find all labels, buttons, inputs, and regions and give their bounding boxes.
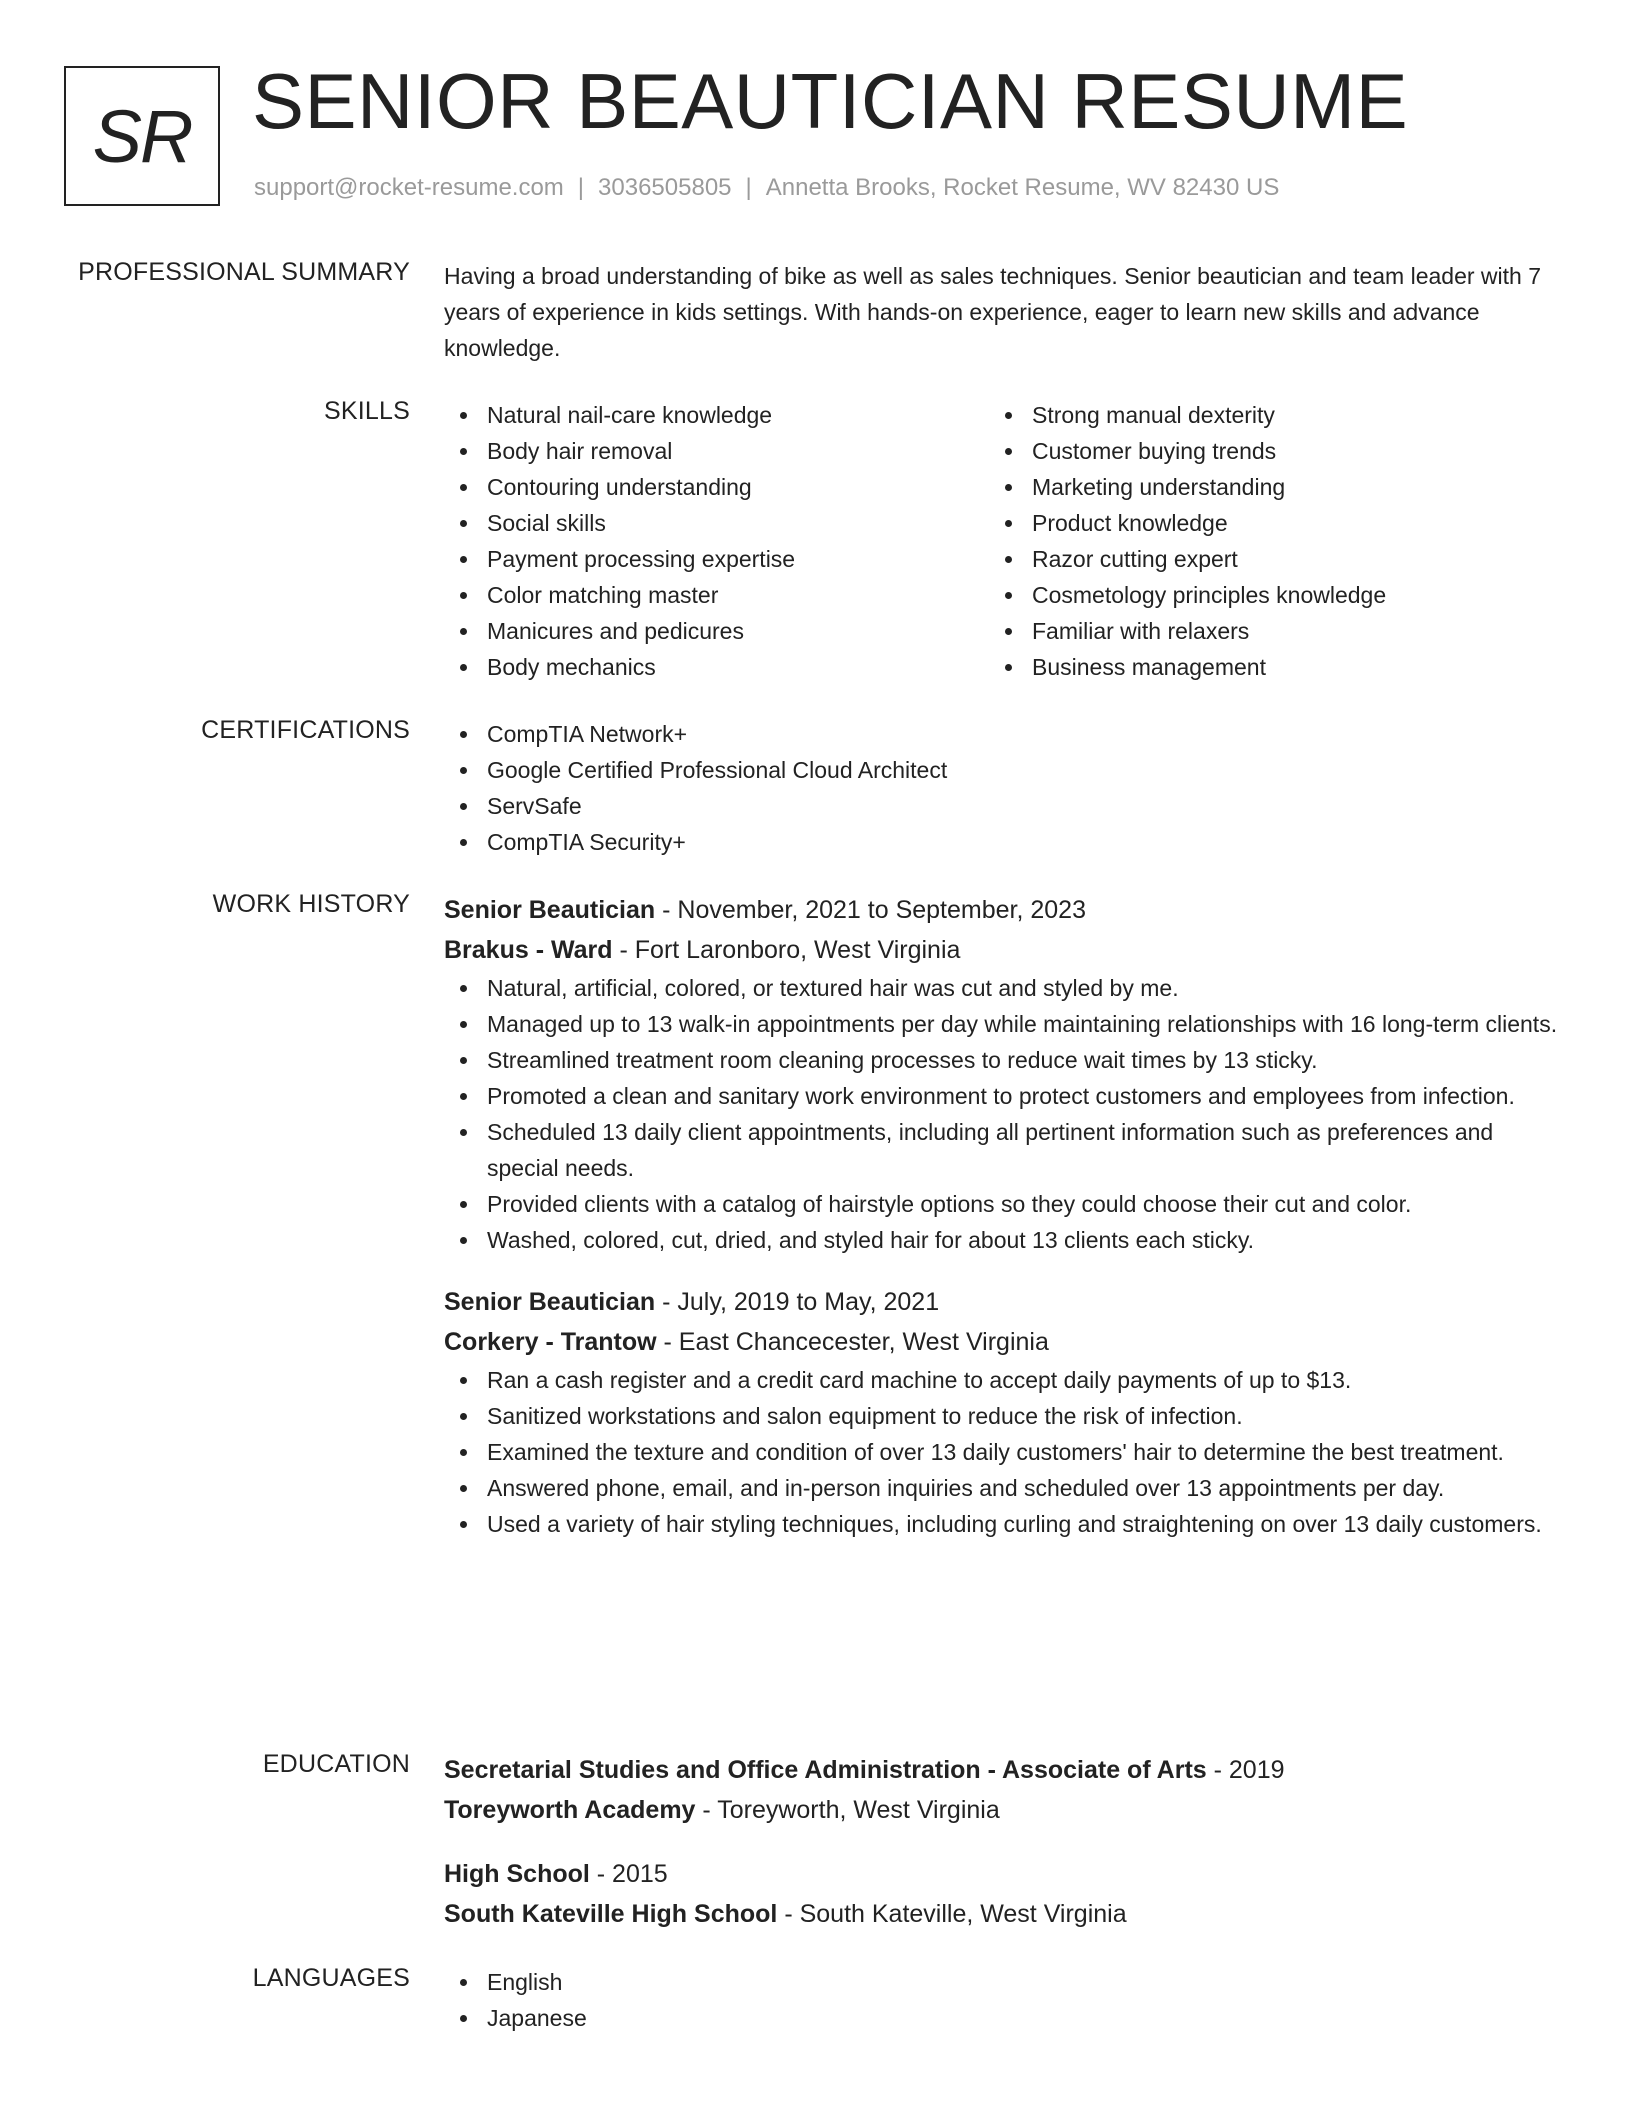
section-label: WORK HISTORY xyxy=(212,890,410,918)
email-text: support@rocket-resume.com xyxy=(254,174,564,201)
job-entry xyxy=(444,1282,1564,1542)
school-name: Toreyworth Academy xyxy=(444,1796,696,1824)
resume-title: SENIOR BEAUTICIAN RESUME xyxy=(252,57,1409,145)
list-item: Payment processing expertise xyxy=(444,541,989,577)
company-name: Brakus - Ward xyxy=(444,936,613,964)
list-item: Natural, artificial, colored, or textured hair was cut and styled by me. xyxy=(444,970,1564,1006)
list-item: Answered phone, email, and in-person inquiries and scheduled over 13 appointments per day. xyxy=(444,1470,1564,1506)
skills-list-left xyxy=(444,397,989,685)
list-item: Japanese xyxy=(444,2000,1564,2036)
list-item: Familiar with relaxers xyxy=(989,613,1534,649)
languages-list xyxy=(444,1964,1564,2036)
job-title-line xyxy=(444,1282,1564,1322)
job-title: Senior Beautician xyxy=(444,1288,656,1316)
school-location: - Toreyworth, West Virginia xyxy=(695,1796,1000,1824)
list-item: Razor cutting expert xyxy=(989,541,1534,577)
section-content xyxy=(444,890,1564,1542)
section-content xyxy=(444,1964,1564,2036)
list-item: Social skills xyxy=(444,505,989,541)
separator: | xyxy=(577,174,585,201)
skills-list-right xyxy=(989,397,1534,685)
section-label: EDUCATION xyxy=(262,1750,410,1778)
job-title: Senior Beautician xyxy=(444,896,656,924)
list-item: Provided clients with a catalog of hairstyle options so they could choose their cut and color. xyxy=(444,1186,1564,1222)
list-item: Marketing understanding xyxy=(989,469,1534,505)
monogram-logo: SR xyxy=(64,66,220,206)
phone-text: 3036505805 xyxy=(598,174,732,201)
list-item: Business management xyxy=(989,649,1534,685)
school-name: South Kateville High School xyxy=(444,1900,778,1928)
list-item: Cosmetology principles knowledge xyxy=(989,577,1534,613)
school-line xyxy=(444,1790,1564,1830)
list-item: Color matching master xyxy=(444,577,989,613)
list-item: Examined the texture and condition of over 13 daily customers' hair to determine the best treatment. xyxy=(444,1434,1564,1470)
company-line xyxy=(444,1322,1564,1362)
list-item: Body hair removal xyxy=(444,433,989,469)
company-location: - Fort Laronboro, West Virginia xyxy=(612,936,961,964)
list-item: Body mechanics xyxy=(444,649,989,685)
section-label: SKILLS xyxy=(324,397,410,425)
list-item: Contouring understanding xyxy=(444,469,989,505)
list-item: Promoted a clean and sanitary work environment to protect customers and employees from infection. xyxy=(444,1078,1564,1114)
list-item: Product knowledge xyxy=(989,505,1534,541)
section-label: CERTIFICATIONS xyxy=(201,716,410,744)
degree-year: - 2019 xyxy=(1206,1756,1285,1784)
degree-year: - 2015 xyxy=(589,1860,668,1888)
list-item: Managed up to 13 walk-in appointments per day while maintaining relationships with 16 long-term clients. xyxy=(444,1006,1564,1042)
list-item: Strong manual dexterity xyxy=(989,397,1534,433)
job-entry xyxy=(444,890,1564,1258)
company-name: Corkery - Trantow xyxy=(444,1328,657,1356)
list-item: English xyxy=(444,1964,1564,2000)
education-entry xyxy=(444,1750,1564,1830)
section-label: PROFESSIONAL SUMMARY xyxy=(78,258,410,286)
company-location: - East Chancecester, West Virginia xyxy=(656,1328,1049,1356)
degree-line xyxy=(444,1750,1564,1790)
list-item: CompTIA Security+ xyxy=(444,824,1564,860)
certifications-list xyxy=(444,716,1564,860)
degree-line xyxy=(444,1854,1564,1894)
section-content xyxy=(444,1750,1564,1934)
list-item: Washed, colored, cut, dried, and styled hair for about 13 clients each sticky. xyxy=(444,1222,1564,1258)
education-entry xyxy=(444,1854,1564,1934)
address-text: Annetta Brooks, Rocket Resume, WV 82430 US xyxy=(765,174,1280,201)
degree-name: Secretarial Studies and Office Administration - Associate of Arts xyxy=(444,1756,1207,1784)
section-content xyxy=(444,258,1564,366)
job-bullets xyxy=(444,1362,1564,1542)
job-dates: - November, 2021 to September, 2023 xyxy=(655,896,1086,924)
school-location: - South Kateville, West Virginia xyxy=(777,1900,1127,1928)
list-item: Sanitized workstations and salon equipment to reduce the risk of infection. xyxy=(444,1398,1564,1434)
list-item: Scheduled 13 daily client appointments, including all pertinent information such as preferences and special needs. xyxy=(444,1114,1564,1186)
list-item: Ran a cash register and a credit card machine to accept daily payments of up to $13. xyxy=(444,1362,1564,1398)
job-dates: - July, 2019 to May, 2021 xyxy=(655,1288,940,1316)
section-content xyxy=(444,716,1564,860)
list-item: Manicures and pedicures xyxy=(444,613,989,649)
list-item: CompTIA Network+ xyxy=(444,716,1564,752)
list-item: Customer buying trends xyxy=(989,433,1534,469)
degree-name: High School xyxy=(444,1860,590,1888)
list-item: Natural nail-care knowledge xyxy=(444,397,989,433)
skills-columns xyxy=(444,397,1564,685)
job-bullets xyxy=(444,970,1564,1258)
separator: | xyxy=(745,174,752,201)
contact-line xyxy=(254,174,1279,202)
job-title-line xyxy=(444,890,1564,930)
summary-text: Having a broad understanding of bike as well as sales techniques. Senior beautician and team leader with 7 years of experience in kids settings. With hands-on experience, eager to learn new skills and advance knowledge. xyxy=(444,263,1542,361)
school-line xyxy=(444,1894,1564,1934)
list-item: Used a variety of hair styling techniques, including curling and straightening on over 13 daily customers. xyxy=(444,1506,1564,1542)
list-item: Google Certified Professional Cloud Architect xyxy=(444,752,1564,788)
section-label: LANGUAGES xyxy=(252,1964,410,1992)
company-line xyxy=(444,930,1564,970)
list-item: ServSafe xyxy=(444,788,1564,824)
list-item: Streamlined treatment room cleaning processes to reduce wait times by 13 sticky. xyxy=(444,1042,1564,1078)
